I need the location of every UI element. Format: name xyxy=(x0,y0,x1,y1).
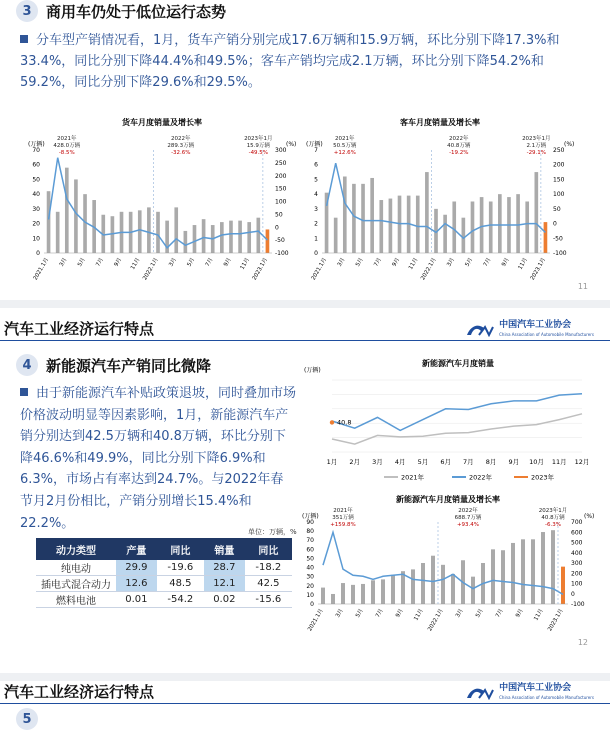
caam-logo xyxy=(465,683,594,703)
bar xyxy=(491,549,495,604)
bar xyxy=(361,584,365,604)
x-tick-label: 2022.1月 xyxy=(420,257,438,282)
y-axis-label: (万辆) xyxy=(302,513,319,520)
col-header: 产量 xyxy=(116,538,157,560)
table-cell: 0.01 xyxy=(116,592,157,608)
y-tick-label: 50 xyxy=(32,176,40,184)
bar xyxy=(331,594,335,604)
section-header xyxy=(16,0,226,22)
x-tick-label: 5月 xyxy=(186,257,197,268)
x-tick-label: 9月 xyxy=(395,608,405,619)
slide-next xyxy=(0,681,610,727)
y2-axis-label: (%) xyxy=(584,513,595,520)
y2-tick-label: 250 xyxy=(553,147,565,154)
bar xyxy=(138,210,142,253)
table-row xyxy=(36,592,292,608)
annotation-text: -6.3% xyxy=(545,522,561,528)
y-tick-label: 50 xyxy=(306,555,314,563)
y-tick-label: 70 xyxy=(32,147,40,154)
table-cell: 12.6 xyxy=(116,576,157,592)
x-tick-label: 6月 xyxy=(440,458,451,466)
x-tick-label: 7月 xyxy=(373,257,384,268)
legend-label: 2023年 xyxy=(531,473,555,482)
bar xyxy=(156,212,160,253)
logo-name-en: China Association of Automobile Manufacturers xyxy=(499,695,594,700)
x-tick-label: 3月 xyxy=(336,257,347,268)
bar xyxy=(321,588,325,604)
x-tick-label: 1月 xyxy=(326,458,338,466)
y2-tick-label: 300 xyxy=(275,147,287,154)
annotation-text: 2023年1月 xyxy=(522,136,551,142)
bar xyxy=(443,215,447,253)
y-tick-label: 7 xyxy=(314,147,318,154)
x-tick-label: 8月 xyxy=(485,458,497,466)
x-tick-label: 3月 xyxy=(455,608,465,619)
y2-tick-label: 200 xyxy=(275,172,287,180)
annotation-text: 2022年 xyxy=(449,136,469,142)
bus-sales-chart xyxy=(304,115,576,290)
annotation-text: -49.5% xyxy=(248,150,269,156)
bar xyxy=(411,569,415,604)
bar xyxy=(247,222,251,253)
table-cell: 0.02 xyxy=(204,592,245,608)
y2-tick-label: 100 xyxy=(553,191,565,199)
annotation-text: 2023年1月 xyxy=(538,508,568,514)
x-tick-label: 3月 xyxy=(168,257,178,268)
logo-name-en: China Association of Automobile Manufacturers xyxy=(499,332,594,337)
series-point xyxy=(330,420,334,424)
y-tick-label: 10 xyxy=(306,591,314,599)
legend-label: 2021年 xyxy=(401,473,425,482)
col-header: 同比 xyxy=(157,538,204,560)
bar xyxy=(401,571,405,604)
x-tick-label: 5月 xyxy=(464,257,475,268)
bar xyxy=(511,543,515,604)
bar xyxy=(561,567,565,604)
page-number: 11 xyxy=(577,282,588,291)
page-gap xyxy=(0,300,610,308)
x-tick-label: 9月 xyxy=(222,257,233,268)
x-tick-label: 2022.1月 xyxy=(427,608,445,633)
bar xyxy=(370,178,374,253)
table-cell: -15.6 xyxy=(245,592,292,608)
y-tick-label: 0 xyxy=(310,601,314,608)
x-tick-label: 2023.1月 xyxy=(529,257,548,282)
x-tick-label: 3月 xyxy=(335,608,345,619)
y2-axis-label: (%) xyxy=(286,141,297,148)
y-tick-label: 30 xyxy=(306,573,314,581)
paragraph-text: 由于新能源汽车补贴政策退坡，同时叠加市场价格波动明显等因素影响，1月，新能源汽车产销分别达到42.5万辆和40.8万辆，环比分别下降46.6%和49.9%，同比分别下降6.9%和6.3%，市场占有率达到24.7%。与2022年春节月2月份相比，产销分别增长15.4%和22.2%。 xyxy=(20,386,297,531)
bar xyxy=(47,191,51,253)
table-cell: 燃料电池 xyxy=(36,592,116,608)
table-header-row xyxy=(36,538,292,560)
y2-tick-label: 500 xyxy=(571,539,583,547)
x-tick-label: 7月 xyxy=(375,608,385,619)
bar xyxy=(452,202,456,254)
col-header: 动力类型 xyxy=(36,538,116,560)
section-header xyxy=(16,354,211,376)
x-tick-label: 9月 xyxy=(500,257,511,268)
section-title: 商用车仍处于低位运行态势 xyxy=(46,2,227,21)
bar xyxy=(451,574,455,604)
y2-tick-label: -100 xyxy=(571,601,585,608)
section-number: 3 xyxy=(16,0,38,22)
bar xyxy=(462,218,466,253)
annotation-text: 2021年 xyxy=(57,136,77,142)
bar xyxy=(501,550,505,604)
y-tick-label: 0 xyxy=(36,250,40,257)
slide-commercial-vehicles xyxy=(0,0,610,300)
x-tick-label: 2021.1月 xyxy=(32,257,51,282)
x-tick-label: 2月 xyxy=(349,458,361,466)
y-axis-label: (万辆) xyxy=(28,141,45,148)
y-tick-label: 20 xyxy=(306,582,314,590)
annotation-text: 428.0万辆 xyxy=(53,143,81,149)
bar xyxy=(381,579,385,604)
slide-header-title: 汽车工业经济运行特点 xyxy=(4,683,155,701)
annotation-text: 50.5万辆 xyxy=(333,143,357,149)
bar xyxy=(193,225,197,253)
annotation-text: +159.8% xyxy=(330,522,356,528)
table-cell: -19.6 xyxy=(157,560,204,576)
y2-tick-label: 700 xyxy=(571,519,583,526)
y2-tick-label: 400 xyxy=(571,549,583,557)
x-tick-label: 3月 xyxy=(446,257,456,268)
x-tick-label: 4月 xyxy=(394,458,406,466)
bullet-icon xyxy=(20,35,28,43)
x-tick-label: 9月 xyxy=(391,257,402,268)
nev-sales-growth-chart xyxy=(300,492,596,642)
bar xyxy=(202,219,206,253)
truck-sales-chart xyxy=(26,115,298,290)
bar xyxy=(471,577,475,604)
bar xyxy=(74,179,78,253)
x-tick-label: 11月 xyxy=(533,608,545,622)
bar xyxy=(379,200,383,253)
bar xyxy=(489,202,493,254)
annotation-text: +93.4% xyxy=(456,522,480,528)
x-tick-label: 7月 xyxy=(204,257,215,268)
annotation-text: 2.1万辆 xyxy=(526,143,547,149)
annotation-text: 351万辆 xyxy=(332,515,354,521)
bar xyxy=(389,199,393,253)
y2-tick-label: 200 xyxy=(571,570,583,578)
series-line xyxy=(332,414,582,444)
x-tick-label: 11月 xyxy=(408,257,420,271)
data-label: 40.8 xyxy=(337,418,352,427)
caam-logo xyxy=(465,320,594,340)
table-cell: 12.1 xyxy=(204,576,245,592)
annotation-text: 688.7万辆 xyxy=(454,515,482,521)
x-tick-label: 12月 xyxy=(574,458,590,466)
x-tick-label: 11月 xyxy=(517,257,529,271)
annotation-text: 15.9万辆 xyxy=(246,143,270,149)
table-cell: -54.2 xyxy=(157,592,204,608)
caam-logo-icon xyxy=(465,323,495,337)
y-tick-label: 30 xyxy=(32,205,40,213)
slide-header-title: 汽车工业经济运行特点 xyxy=(4,320,155,338)
bar xyxy=(256,218,260,253)
y2-tick-label: 200 xyxy=(553,161,565,169)
y2-tick-label: -50 xyxy=(553,235,563,243)
bar xyxy=(441,565,445,604)
bar xyxy=(431,556,435,604)
annotation-text: 2022年 xyxy=(458,508,478,514)
annotation-text: 2022年 xyxy=(171,136,191,142)
section-paragraph xyxy=(20,383,296,534)
x-tick-label: 9月 xyxy=(113,257,124,268)
bar xyxy=(421,563,425,604)
x-tick-label: 9月 xyxy=(508,458,520,466)
annotation-text: 2021年 xyxy=(335,136,355,142)
caam-logo-icon xyxy=(465,686,495,700)
y-tick-label: 3 xyxy=(314,205,318,213)
table-cell: 48.5 xyxy=(157,576,204,592)
y2-tick-label: 300 xyxy=(571,560,583,567)
annotation-text: -8.5% xyxy=(58,150,75,156)
y2-tick-label: 0 xyxy=(553,220,557,228)
y-tick-label: 70 xyxy=(306,537,314,545)
annotation-text: -29.1% xyxy=(526,150,547,156)
y2-tick-label: -100 xyxy=(553,250,567,257)
slide-header-band xyxy=(0,681,610,704)
x-tick-label: 5月 xyxy=(77,257,87,268)
y2-tick-label: 250 xyxy=(275,159,287,167)
bar xyxy=(266,229,270,253)
growth-line xyxy=(49,158,268,248)
y-tick-label: 2 xyxy=(314,220,318,228)
x-tick-label: 2021.1月 xyxy=(310,257,329,282)
bar xyxy=(541,532,545,604)
bar xyxy=(525,202,529,254)
x-tick-label: 3月 xyxy=(58,257,69,268)
col-header: 同比 xyxy=(245,538,292,560)
x-tick-label: 2022.1月 xyxy=(142,257,160,282)
bar xyxy=(220,222,224,253)
y2-tick-label: 100 xyxy=(571,580,583,588)
x-tick-label: 5月 xyxy=(475,608,485,619)
x-tick-label: 2023.1月 xyxy=(547,608,565,633)
x-tick-label: 5月 xyxy=(355,257,365,268)
nev-monthly-sales-chart xyxy=(302,352,594,492)
bar xyxy=(531,539,535,604)
y2-tick-label: 100 xyxy=(275,198,287,206)
x-tick-label: 5月 xyxy=(355,608,365,619)
annotation-text: 40.8万辆 xyxy=(541,515,565,521)
y2-tick-label: 50 xyxy=(275,211,283,219)
bar xyxy=(534,172,538,253)
slide-header-band xyxy=(0,318,610,341)
x-tick-label: 11月 xyxy=(551,458,567,466)
bar xyxy=(498,194,502,253)
page-number: 12 xyxy=(577,638,588,647)
bar xyxy=(184,231,188,253)
x-tick-label: 11月 xyxy=(413,608,425,622)
y-tick-label: 60 xyxy=(32,161,40,169)
y2-tick-label: 150 xyxy=(275,185,287,193)
bar xyxy=(425,172,429,253)
y2-tick-label: -50 xyxy=(275,237,285,245)
nev-power-type-table xyxy=(36,538,292,608)
bar xyxy=(480,197,484,253)
y-tick-label: 40 xyxy=(306,564,314,572)
y-tick-label: 40 xyxy=(32,191,40,199)
y2-tick-label: 0 xyxy=(275,224,279,232)
table-row xyxy=(36,560,292,576)
logo-name-cn: 中国汽车工业协会 xyxy=(499,320,572,330)
chart-title: 货车月度销量及增长率 xyxy=(122,118,202,127)
bar xyxy=(334,218,338,253)
col-header: 销量 xyxy=(204,538,245,560)
y-tick-label: 10 xyxy=(32,235,40,243)
x-tick-label: 10月 xyxy=(529,458,544,466)
annotation-text: 289.3万辆 xyxy=(167,143,195,149)
bar xyxy=(229,221,233,253)
bar xyxy=(551,530,555,604)
bullet-icon xyxy=(20,388,28,396)
x-tick-label: 5月 xyxy=(417,458,429,466)
y-tick-label: 0 xyxy=(314,250,318,257)
annotation-text: 2023年1月 xyxy=(244,136,273,142)
y2-tick-label: 150 xyxy=(553,176,565,184)
annotation-text: -19.2% xyxy=(449,150,469,156)
annotation-text: -32.6% xyxy=(171,150,191,156)
y2-tick-label: 0 xyxy=(571,590,575,598)
x-tick-label: 2023.1月 xyxy=(251,257,270,282)
x-tick-label: 9月 xyxy=(515,608,525,619)
bar xyxy=(352,184,356,253)
bar xyxy=(174,207,178,253)
table-cell: 42.5 xyxy=(245,576,292,592)
page-gap xyxy=(0,673,610,681)
y-tick-label: 60 xyxy=(306,546,314,554)
annotation-text: 40.8万辆 xyxy=(447,143,471,149)
table-cell: -18.2 xyxy=(245,560,292,576)
slide-new-energy-vehicles xyxy=(0,308,610,673)
table-cell: 29.9 xyxy=(116,560,157,576)
x-tick-label: 7月 xyxy=(482,257,493,268)
bar xyxy=(147,207,151,253)
x-tick-label: 7月 xyxy=(463,458,474,466)
bar xyxy=(416,196,420,253)
chart-title: 客车月度销量及增长率 xyxy=(400,118,480,127)
section-number: 5 xyxy=(16,708,38,730)
x-tick-label: 2021.1月 xyxy=(307,608,325,633)
section-paragraph xyxy=(20,30,592,93)
logo-name-cn: 中国汽车工业协会 xyxy=(499,683,572,693)
bar xyxy=(391,575,395,604)
y-axis-label: (万辆) xyxy=(306,141,323,148)
table-cell: 28.7 xyxy=(204,560,245,576)
bar xyxy=(521,539,525,604)
y-tick-label: 20 xyxy=(32,220,40,228)
x-tick-label: 11月 xyxy=(130,257,142,271)
paragraph-text: 分车型产销情况看，1月，货车产销分别完成17.6万辆和15.9万辆，环比分别下降17.3%和33.4%，同比分别下降44.4%和49.5%；客车产销均完成2.1万辆，环比分别下降54.2%和59.2%，同比分别下降29.6%和29.5%。 xyxy=(20,33,560,90)
annotation-text: 2021年 xyxy=(333,508,353,514)
x-tick-label: 7月 xyxy=(495,608,505,619)
x-tick-label: 3月 xyxy=(372,458,383,466)
bar xyxy=(371,580,375,604)
bar xyxy=(341,583,345,604)
x-tick-label: 7月 xyxy=(95,257,106,268)
section-number: 4 xyxy=(16,354,38,376)
bar xyxy=(361,184,365,253)
table-cell: 纯电动 xyxy=(36,560,116,576)
y-tick-label: 6 xyxy=(314,161,318,169)
bar xyxy=(238,221,242,253)
table-unit: 单位：万辆，% xyxy=(248,528,297,536)
y-axis-label: (万辆) xyxy=(304,367,321,374)
y-tick-label: 5 xyxy=(314,176,318,184)
y-tick-label: 1 xyxy=(314,235,318,243)
y2-axis-label: (%) xyxy=(564,141,575,148)
annotation-text: +12.6% xyxy=(333,150,356,156)
chart-title: 新能源汽车月度销量及增长率 xyxy=(396,495,500,504)
y-tick-label: 80 xyxy=(306,528,314,536)
bar xyxy=(471,202,475,254)
series-line xyxy=(332,394,582,431)
y2-tick-label: -100 xyxy=(275,250,289,257)
bar xyxy=(343,176,347,253)
y2-tick-label: 600 xyxy=(571,529,583,537)
bar xyxy=(516,194,520,253)
y-tick-label: 90 xyxy=(306,519,314,526)
bar xyxy=(65,168,69,253)
chart-title: 新能源汽车月度销量 xyxy=(422,359,494,368)
section-title: 新能源汽车产销同比微降 xyxy=(46,356,212,375)
bar xyxy=(544,222,548,253)
y-tick-label: 4 xyxy=(314,191,318,199)
table-cell: 插电式混合动力 xyxy=(36,576,116,592)
x-tick-label: 11月 xyxy=(239,257,251,271)
y2-tick-label: 50 xyxy=(553,205,561,213)
legend-label: 2022年 xyxy=(469,473,493,482)
table-row xyxy=(36,576,292,592)
bar xyxy=(351,585,355,604)
bar xyxy=(56,212,60,253)
